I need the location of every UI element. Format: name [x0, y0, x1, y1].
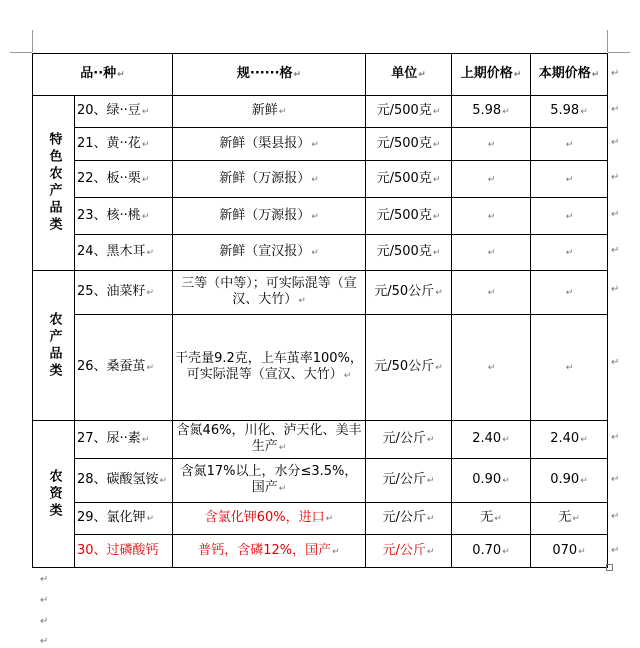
table-header-row: [33, 54, 608, 96]
item-cell: 29、氯化钾↵: [75, 503, 173, 535]
row-end-mark: ↵: [611, 357, 620, 368]
curr-price-cell: ↵: [531, 198, 608, 235]
prev-price-cell: ↵: [452, 235, 531, 271]
paragraph-mark: ↵: [40, 574, 49, 585]
unit-cell: 元/500克↵: [366, 128, 452, 161]
spec-cell: 新鲜（宣汉报）↵: [173, 235, 366, 271]
prev-price-cell: 2.40↵: [452, 421, 531, 459]
row-end-mark: ↵: [611, 245, 620, 256]
row-end-mark: ↵: [611, 545, 620, 556]
header-spec: 规······格↵: [173, 54, 366, 96]
prev-price-cell: ↵: [452, 161, 531, 198]
header-unit: 单位↵: [366, 54, 452, 96]
item-cell: 26、桑蚕茧↵: [75, 315, 173, 421]
table-row: [33, 198, 608, 235]
curr-price-cell: ↵: [531, 235, 608, 271]
unit-cell: 元/公斤↵: [366, 503, 452, 535]
category-agri: 农产品类: [33, 271, 75, 421]
row-end-mark: ↵: [611, 209, 620, 220]
unit-cell: 元/50公斤↵: [366, 271, 452, 315]
item-cell: 30、过磷酸钙: [75, 535, 173, 568]
table-row: [33, 235, 608, 271]
unit-cell: 元/500克↵: [366, 161, 452, 198]
crop-mark: [32, 30, 33, 52]
table-row: [33, 503, 608, 535]
item-cell: 22、板··栗↵: [75, 161, 173, 198]
prev-price-cell: ↵: [452, 315, 531, 421]
curr-price-cell: 无↵: [531, 503, 608, 535]
spec-cell: 含氯化钾60%，进口↵: [173, 503, 366, 535]
paragraph-mark: ↵: [40, 595, 49, 606]
table-row: [33, 315, 608, 421]
header-prev-price: 上期价格↵: [452, 54, 531, 96]
prev-price-cell: ↵: [452, 198, 531, 235]
prev-price-cell: 无↵: [452, 503, 531, 535]
crop-mark: [607, 30, 608, 52]
unit-cell: 元/500克↵: [366, 235, 452, 271]
category-supplies: 农资类: [33, 421, 75, 568]
curr-price-cell: ↵: [531, 315, 608, 421]
row-end-mark: ↵: [611, 137, 620, 148]
row-end-mark: ↵: [611, 511, 620, 522]
header-variety: 品··种↵: [33, 54, 173, 96]
paragraph-mark: ↵: [40, 636, 49, 647]
table-row: [33, 128, 608, 161]
prev-price-cell: 5.98↵: [452, 96, 531, 128]
paragraph-mark: ↵: [40, 616, 49, 627]
curr-price-cell: ↵: [531, 128, 608, 161]
item-cell: 20、绿··豆↵: [75, 96, 173, 128]
table-row: [33, 96, 608, 128]
table-row: [33, 161, 608, 198]
prev-price-cell: ↵: [452, 128, 531, 161]
row-end-mark: ↵: [611, 432, 620, 443]
item-cell: 28、碳酸氢铵↵: [75, 459, 173, 503]
unit-cell: 元/公斤↵: [366, 421, 452, 459]
unit-cell: 元/500克↵: [366, 96, 452, 128]
spec-cell: 含氮17%以上，水分≤3.5%，国产↵: [173, 459, 366, 503]
curr-price-cell: 2.40↵: [531, 421, 608, 459]
price-table: [32, 53, 608, 568]
item-cell: 25、油菜籽↵: [75, 271, 173, 315]
spec-cell: 新鲜（万源报）↵: [173, 198, 366, 235]
spec-cell: 新鲜（万源报）↵: [173, 161, 366, 198]
unit-cell: 元/公斤↵: [366, 459, 452, 503]
table-row: [33, 421, 608, 459]
row-end-mark: ↵: [611, 104, 620, 115]
curr-price-cell: ↵: [531, 161, 608, 198]
table-row: [33, 535, 608, 568]
curr-price-cell: ↵: [531, 271, 608, 315]
spec-cell: 普钙，含磷12%，国产↵: [173, 535, 366, 568]
item-cell: 24、黑木耳↵: [75, 235, 173, 271]
item-cell: 23、核··桃↵: [75, 198, 173, 235]
crop-mark: [10, 52, 32, 53]
item-cell: 21、黄··花↵: [75, 128, 173, 161]
row-end-mark: ↵: [611, 68, 620, 79]
table-row: [33, 271, 608, 315]
category-special: 特色农产品类: [33, 96, 75, 271]
unit-cell: 元/公斤↵: [366, 535, 452, 568]
prev-price-cell: ↵: [452, 271, 531, 315]
curr-price-cell: 0.90↵: [531, 459, 608, 503]
spec-cell: 含氮46%，川化、泸天化、美丰生产↵: [173, 421, 366, 459]
unit-cell: 元/500克↵: [366, 198, 452, 235]
crop-mark: [608, 52, 630, 53]
prev-price-cell: 0.70↵: [452, 535, 531, 568]
table-resize-handle[interactable]: [606, 564, 613, 571]
curr-price-cell: 070↵: [531, 535, 608, 568]
row-end-mark: ↵: [611, 172, 620, 183]
spec-cell: 新鲜↵: [173, 96, 366, 128]
spec-cell: 三等（中等）；可实际混等（宣汉、大竹）↵: [173, 271, 366, 315]
curr-price-cell: 5.98↵: [531, 96, 608, 128]
spec-cell: 新鲜（渠县报）↵: [173, 128, 366, 161]
row-end-mark: ↵: [611, 474, 620, 485]
item-cell: 27、尿··素↵: [75, 421, 173, 459]
spec-cell: 干壳量9.2克，上车茧率100%，可实际混等（宣汉、大竹）↵: [173, 315, 366, 421]
header-curr-price: 本期价格↵: [531, 54, 608, 96]
unit-cell: 元/50公斤↵: [366, 315, 452, 421]
row-end-mark: ↵: [611, 284, 620, 295]
table-row: [33, 459, 608, 503]
prev-price-cell: 0.90↵: [452, 459, 531, 503]
